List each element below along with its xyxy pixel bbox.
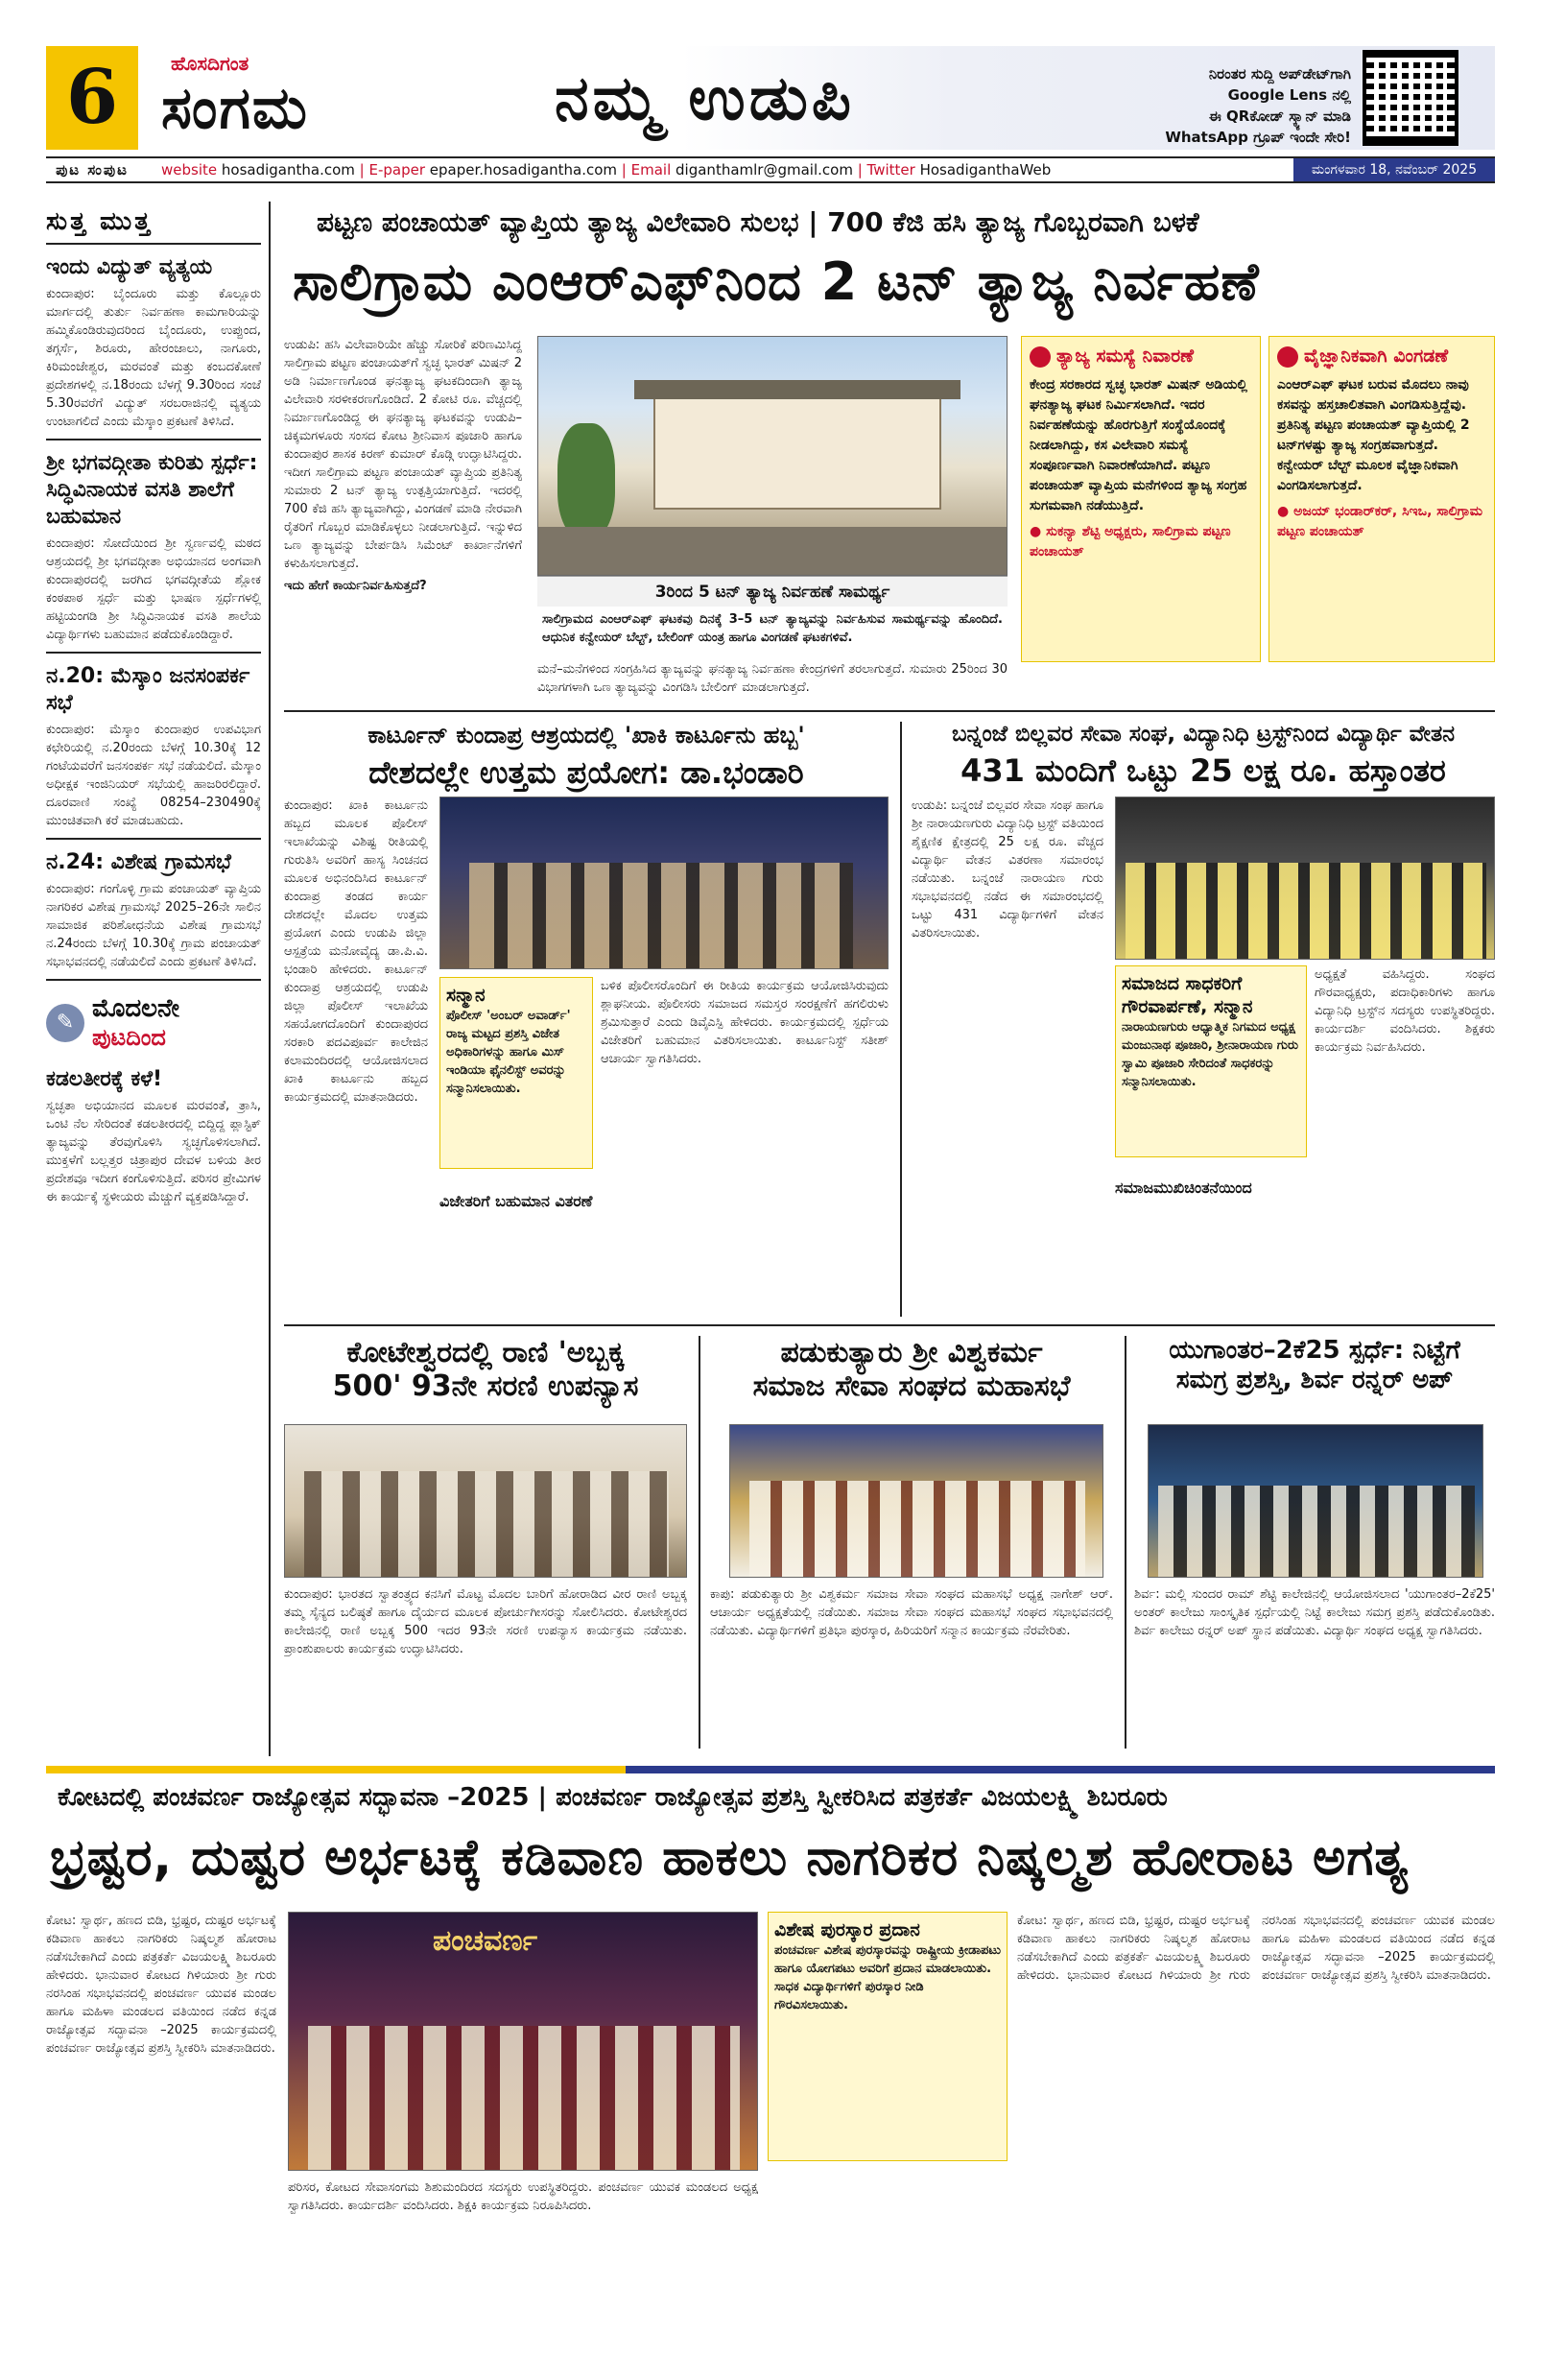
story-4-body: ಕುಂದಾಪುರ: ಭಾರತದ ಸ್ವಾತಂತ್ರ್ಯದ ಕನಸಿಗೆ ಮೊಟ್ಟ ಮೊದಲ ಬಾರಿಗೆ ಹೋರಾಡಿದ ವೀರ ರಾಣಿ ಅಬ್ಬಕ್ಕ ತಮ್ಮ ಸೈನ್ಯದ ಬಲಿಷ್ಠತೆ ಹಾಗೂ ದೈರ್ಯದ ಮೂಲಕ ಪೋರ್ಚುಗೀಸರನ್ನು ಸೋಲಿಸಿದರು. ಕೋಟೇಶ್ವರದ ಕಾಲೇಜಿನಲ್ಲಿ ರಾಣಿ ಅಬ್ಬಕ್ಕ 500 ಇದರ 93ನೇ ಸರಣಿ ಉಪನ್ಯಾಸ ಕಾರ್ಯಕ್ರಮ ನಡೆಯಿತು. ಪ್ರಾಂಶುಪಾಲರು ಕಾರ್ಯಕ್ರಮ ಉದ್ಘಾಟಿಸಿದರು. (284, 1587, 687, 1656)
brief-body: ಕುಂದಾಪುರ: ಸೋದೆಯಿಂದ ಶ್ರೀ ಸ್ವರ್ಣವಲ್ಲಿ ಮಠದ ಆಶ್ರಯದಲ್ಲಿ ಶ್ರೀ ಭಗವದ್ಗೀತಾ ಅಭಿಯಾನದ ಅಂಗವಾಗಿ ಕುಂದಾಪುರದಲ್ಲಿ ಜರಗಿದ ಭಗವದ್ಗೀತೆಯ ಶ್ಲೋಕ ಕಂಠಪಾಠ ಸ್ಪರ್ಧೆ ಮತ್ತು ಭಾಷಣ ಸ್ಪರ್ಧೆಗಳಲ್ಲಿ ಹಟ್ಟಿಯಂಗಡಿ ಶ್ರೀ ಸಿದ್ಧಿವಿನಾಯಕ ವಸತಿ ಶಾಲೆಯ ವಿದ್ಯಾರ್ಥಿಗಳು ಬಹುಮಾನ ಪಡೆದುಕೊಂಡಿದ್ದಾರೆ. (46, 536, 261, 642)
headline-line: ಸಮಗ್ರ ಪ್ರಶಸ್ತಿ, ಶಿರ್ವ ರನ್ನರ್ ಅಪ್ (1175, 1366, 1454, 1394)
story-5-headline (710, 1336, 1113, 1403)
twitter-label: Twitter (866, 161, 915, 178)
qr-note-line: ಈ QRಕೋಡ್ ಸ್ಕ್ಯಾನ್ ಮಾಡಿ (1208, 107, 1351, 125)
left-column (46, 202, 261, 1206)
section-label: ಪುಟ ಸಂಪುಟ (56, 161, 129, 178)
bottom-body-2: ಪರಿಸರ, ಕೋಟದ ಸೇವಾಸಂಗಮ ಶಿಶುಮಂದಿರದ ಸದಸ್ಯರು ಉಪಸ್ಥಿತರಿದ್ದರು. ಪಂಚವರ್ಣ ಯುವಕ ಮಂಡಲದ ಅಧ್ಯಕ್ಷ ಸ್ವಾಗತಿಸಿದರು. ಕಾರ್ಯದರ್ಶಿ ವಂದಿಸಿದರು. ಶಿಕ್ಷಕಿ ಕಾರ್ಯಕ್ರಮ ನಿರೂಪಿಸಿದರು. (288, 2180, 758, 2213)
contact-links: website hosadigantha.com | E-paper epaper.hosadigantha.com | Email diganthamlr@gmail.com | Twitter HosadiganthaWeb (161, 161, 1052, 178)
story-3-kicker: ಬನ್ನಂಜೆ ಬಿಲ್ಲವರ ಸೇವಾ ಸಂಘ, ವಿದ್ಯಾನಿಧಿ ಟ್ರಸ್ಟ್‌ನಿಂದ ವಿದ್ಯಾರ್ಥಿ ವೇತನ (951, 722, 1456, 747)
lead-headline: ಸಾಲಿಗ್ರಾಮ ಎಂಆರ್‌ಎಫ್‌ನಿಂದ 2 ಟನ್ ತ್ಯಾಜ್ಯ ನಿರ್ವಹಣೆ (293, 251, 1260, 312)
qr-code-icon[interactable] (1363, 50, 1458, 146)
qr-note (1063, 63, 1351, 148)
info-box-text: ಕೇಂದ್ರ ಸರಕಾರದ ಸ್ವಚ್ಛ ಭಾರತ್ ಮಿಷನ್ ಅಡಿಯಲ್ಲಿ ಘನತ್ಯಾಜ್ಯ ಘಟಕ ನಿರ್ಮಿಸಲಾಗಿದೆ. ಇದರ ನಿರ್ವಹಣೆಯನ್ನು ಹೊರಗುತ್ತಿಗೆ ಸಂಸ್ಥೆಯೊಂದಕ್ಕೆ ನೀಡಲಾಗಿದ್ದು, ಕಸ ವಿಲೇವಾರಿ ಸಮಸ್ಯೆ ಸಂಪೂರ್ಣವಾಗಿ ನಿವಾರಣೆಯಾಗಿದೆ. ಪಟ್ಟಣ ಪಂಚಾಯತ್ ವ್ಯಾಪ್ತಿಯ ಮನೆಗಳಿಂದ ತ್ಯಾಜ್ಯ ಸಂಗ್ರಹ ಸುಗಮವಾಗಿ ನಡೆಯುತ್ತಿದೆ. (1030, 377, 1247, 513)
edition-title: ನಮ್ಮ ಉಡುಪಿ (555, 63, 855, 134)
brand-logo: ಸಂಗಮ (161, 75, 309, 142)
info-box-title-text: ತ್ಯಾಜ್ಯ ಸಮಸ್ಯೆ ನಿವಾರಣೆ (1056, 345, 1194, 367)
road-shape (538, 527, 1007, 575)
divider (46, 652, 261, 654)
story-2-headline: ದೇಶದಲ್ಲೇ ಉತ್ತಮ ಪ್ರಯೋಗ: ಡಾ.ಭಂಡಾರಿ (368, 754, 804, 791)
story-3 (912, 722, 1495, 790)
issue-date: ಮಂಗಳವಾರ 18, ನವೆಂಬರ್ 2025 (1293, 158, 1495, 181)
story-3-photo (1115, 797, 1495, 960)
feature-label-text (92, 994, 179, 1051)
lead-body (284, 336, 522, 595)
masthead (46, 46, 1495, 150)
story-2-box (439, 977, 593, 1169)
story-3-body: ಉಡುಪಿ: ಬನ್ನಂಜೆ ಬಿಲ್ಲವರ ಸೇವಾ ಸಂಘ ಹಾಗೂ ಶ್ರೀ ನಾರಾಯಣಗುರು ವಿದ್ಯಾನಿಧಿ ಟ್ರಸ್ಟ್ ವತಿಯಿಂದ ಶೈಕ್ಷಣಿಕ ಕ್ಷೇತ್ರದಲ್ಲಿ 25 ಲಕ್ಷ ರೂ. ವೆಚ್ಚದ ವಿದ್ಯಾರ್ಥಿ ವೇತನ ವಿತರಣಾ ಸಮಾರಂಭ ನಡೆಯಿತು. ಬನ್ನಂಜೆ ನಾರಾಯಣ ಗುರು ಸಭಾಭವನದಲ್ಲಿ ನಡೆದ ಈ ಸಮಾರಂಭದಲ್ಲಿ ಒಟ್ಟು 431 ವಿದ್ಯಾರ್ಥಿಗಳಿಗೆ ವೇತನ ವಿತರಿಸಲಾಯಿತು. (912, 798, 1103, 940)
lead-body-tail: ಮನೆ–ಮನೆಗಳಿಂದ ಸಂಗ್ರಹಿಸಿದ ತ್ಯಾಜ್ಯವನ್ನು ಘನತ್ಯಾಜ್ಯ ನಿರ್ವಹಣಾ ಕೇಂದ್ರಗಳಿಗೆ ತರಲಾಗುತ್ತದೆ. ಸುಮಾರು 25ರಿಂದ 30 ವಿಭಾಗಗಳಾಗಿ ಒಣ ತ್ಯಾಜ್ಯವನ್ನು ವಿಂಗಡಿಸಿ ಬೇಲಿಂಗ್ ಮಾಡಲಾಗುತ್ತದೆ. (537, 662, 1008, 695)
info-bar (46, 156, 1495, 183)
caption-body: ಸಾಲಿಗ್ರಾಮದ ಎಂಆರ್‌ಎಫ್ ಘಟಕವು ದಿನಕ್ಕೆ 3–5 ಟನ್ ತ್ಯಾಜ್ಯವನ್ನು ನಿರ್ವಹಿಸುವ ಸಾಮರ್ಥ್ಯವನ್ನು ಹೊಂದಿದೆ. ಆಧುನಿಕ ಕನ್ವೇಯರ್ ಬೆಲ್ಟ್, ಬೇಲಿಂಗ್ ಯಂತ್ರ ಹಾಗೂ ವಿಂಗಡಣೆ ಘಟಕಗಳಿವೆ. (542, 612, 1003, 645)
info-box-title (1277, 345, 1486, 368)
bottom-box (768, 1912, 1008, 2161)
lead-photo (537, 336, 1008, 576)
headline-line: ಸಮಾಜ ಸೇವಾ ಸಂಘದ ಮಹಾಸಭೆ (752, 1369, 1071, 1403)
color-band (46, 1766, 1495, 1773)
story-3-box (1115, 965, 1307, 1157)
people-shape (308, 2026, 740, 2170)
story-2-body-2: ಬಳಿಕ ಪೊಲೀಸರೊಂದಿಗೆ ಈ ರೀತಿಯ ಕಾರ್ಯಕ್ರಮ ಆಯೋಜಿಸಿರುವುದು ಶ್ಲಾಘನೀಯ. ಪೊಲೀಸರು ಸಮಾಜದ ಸಮಸ್ತರ ಸಂರಕ್ಷಣೆಗೆ ಹಗಲಿರುಳು ಶ್ರಮಿಸುತ್ತಾರೆ ಎಂದು ಡಿವೈಎಸ್ಪಿ ಹೇಳಿದರು. ಕಾರ್ಯಕ್ರಮದಲ್ಲಿ ಸ್ಪರ್ಧೆಯ ವಿಜೇತರಿಗೆ ಬಹುಮಾನ ವಿತರಿಸಲಾಯಿತು. ಕಾರ್ಟೂನಿಸ್ಟ್ ಸತೀಶ್ ಆಚಾರ್ಯ ಸ್ವಾಗತಿಸಿದರು. (601, 979, 889, 1066)
lead-subhead: ಇದು ಹೇಗೆ ಕಾರ್ಯನಿರ್ವಹಿಸುತ್ತದೆ? (284, 579, 427, 593)
lead-kicker: ಪಟ್ಟಣ ಪಂಚಾಯತ್ ವ್ಯಾಪ್ತಿಯ ತ್ಯಾಜ್ಯ ವಿಲೇವಾರಿ ಸುಲಭ | 700 ಕೆಜಿ ಹಸಿ ತ್ಯಾಜ್ಯ ಗೊಬ್ಬರವಾಗಿ ಬಳಕೆ (317, 206, 1199, 238)
bottom-body: ಕೋಟ: ಸ್ವಾರ್ಥ, ಹಣದ ಬಿಡಿ, ಭ್ರಷ್ಟರ, ದುಷ್ಟರ ಅರ್ಭಟಕ್ಕೆ ಕಡಿವಾಣ ಹಾಕಲು ನಾಗರಿಕರು ನಿಷ್ಕಲ್ಮಶ ಹೋರಾಟ ನಡೆಸಬೇಕಾಗಿದೆ ಎಂದು ಪತ್ರಕರ್ತೆ ವಿಜಯಲಕ್ಷ್ಮಿ ಶಿಬರೂರು ಹೇಳಿದರು. ಭಾನುವಾರ ಕೋಟದ ಗಿಳಿಯಾರು ಶ್ರೀ ಗುರು ನರಸಿಂಹ ಸಭಾಭವನದಲ್ಲಿ ಪಂಚವರ್ಣ ಯುವಕ ಮಂಡಲ ಹಾಗೂ ಮಹಿಳಾ ಮಂಡಲದ ವತಿಯಿಂದ ನಡೆದ ಕನ್ನಡ ರಾಜ್ಯೋತ್ಸವ ಸದ್ಭಾವನಾ –2025 ಕಾರ್ಯಕ್ರಮದಲ್ಲಿ ಪಂಚವರ್ಣ ರಾಜ್ಯೋತ್ಸವ ಪ್ರಶಸ್ತಿ ಸ್ವೀಕರಿಸಿ ಮಾತನಾಡಿದರು. (46, 1914, 276, 2056)
story-3-headline: 431 ಮಂದಿಗೆ ಒಟ್ಟು 25 ಲಕ್ಷ ರೂ. ಹಸ್ತಾಂತರ (960, 752, 1446, 789)
epaper-link[interactable]: epaper.hosadigantha.com (429, 161, 618, 178)
feature-label-2: ಪುಟದಿಂದ (92, 1024, 166, 1051)
story-3-body-2: ಅಧ್ಯಕ್ಷತೆ ವಹಿಸಿದ್ದರು. ಸಂಘದ ಗೌರವಾಧ್ಯಕ್ಷರು, ಪದಾಧಿಕಾರಿಗಳು ಹಾಗೂ ವಿದ್ಯಾನಿಧಿ ಟ್ರಸ್ಟ್‌ನ ಸದಸ್ಯರು ಉಪಸ್ಥಿತರಿದ್ದರು. ಕಾರ್ಯದರ್ಶಿ ವಂದಿಸಿದರು. ಶಿಕ್ಷಕರು ಕಾರ್ಯಕ್ರಮ ನಿರ್ವಹಿಸಿದರು. (1315, 967, 1495, 1055)
info-box-sign: ● ಸುಕನ್ಯಾ ಶೆಟ್ಟಿ ಅಧ್ಯಕ್ಷರು, ಸಾಲಿಗ್ರಾಮ ಪಟ್ಟಣ ಪಂಚಾಯತ್ (1030, 524, 1231, 559)
info-box-title (1030, 345, 1252, 368)
lead-body-text: ಉಡುಪಿ: ಹಸಿ ವಿಲೇವಾರಿಯೇ ಹೆಚ್ಚು ಸೋರಿಕೆ ಪರಿಣಮಿಸಿದ್ದ ಸಾಲಿಗ್ರಾಮ ಪಟ್ಟಣ ಪಂಚಾಯತ್‌ಗೆ ಸ್ವಚ್ಛ ಭಾರತ್ ಮಿಷನ್ 2 ಅಡಿ ನಿರ್ಮಾಣಗೊಂಡ ಘನತ್ಯಾಜ್ಯ ಘಟಕದಿಂದಾಗಿ ತ್ಯಾಜ್ಯ ವಿಲೇವಾರಿ ಸರಳೀಕರಣಗೊಂಡಿದೆ. 2 ಕೋಟಿ ರೂ. ವೆಚ್ಚದಲ್ಲಿ ನಿರ್ಮಾಣಗೊಂಡಿದ್ದ ಈ ಘನತ್ಯಾಜ್ಯ ಘಟಕವನ್ನು ಉಡುಪಿ–ಚಿಕ್ಕಮಗಳೂರು ಸಂಸದ ಕೋಟ ಶ್ರೀನಿವಾಸ ಪೂಜಾರಿ ಹಾಗೂ ಕುಂದಾಪುರ ಶಾಸಕ ಕಿರಣ್ ಕುಮಾರ್ ಕೊಡ್ಗಿ ಉದ್ಘಾಟಿಸಿದ್ದರು. ಇದೀಗ ಸಾಲಿಗ್ರಾಮ ಪಟ್ಟಣ ಪಂಚಾಯತ್ ವ್ಯಾಪ್ತಿಯ ಪ್ರತಿನಿತ್ಯ ಸುಮಾರು 2 ಟನ್ ತ್ಯಾಜ್ಯ ಉತ್ಪತ್ತಿಯಾಗುತ್ತಿದೆ. ಇದರಲ್ಲಿ 700 ಕೆಜಿ ಹಸಿ ತ್ಯಾಜ್ಯವಾಗಿದ್ದು, ವಿಂಗಡಣೆ ಮಾಡಿ ನೇರವಾಗಿ ರೈತರಿಗೆ ಗೊಬ್ಬರ ಮಾಡಿಕೊಳ್ಳಲು ನೀಡಲಾಗುತ್ತಿದೆ. ಇನ್ನುಳಿದ ಒಣ ತ್ಯಾಜ್ಯವನ್ನು ಬೇರ್ಪಡಿಸಿ ಸಿಮೆಂಟ್ ಕಾರ್ಖಾನೆಗಳಿಗೆ ಕಳುಹಿಸಲಾಗುತ್ತದೆ. (284, 338, 522, 571)
section-divider (284, 710, 1495, 712)
column-header: ಸುತ್ತ ಮುತ್ತ (46, 202, 261, 245)
info-box-text: ಎಂಆರ್‌ಎಫ್ ಘಟಕ ಬರುವ ಮೊದಲು ನಾವು ಕಸವನ್ನು ಹಸ್ತಚಾಲಿತವಾಗಿ ವಿಂಗಡಿಸುತ್ತಿದ್ದೆವು. ಪ್ರತಿನಿತ್ಯ ಪಟ್ಟಣ ಪಂಚಾಯತ್ ವ್ಯಾಪ್ತಿಯಲ್ಲಿ 2 ಟನ್‌ಗಳಷ್ಟು ತ್ಯಾಜ್ಯ ಸಂಗ್ರಹವಾಗುತ್ತದೆ. ಕನ್ವೇಯರ್ ಬೆಲ್ಟ್ ಮೂಲಕ ವೈಜ್ಞಾನಿಕವಾಗಿ ವಿಂಗಡಿಸಲಾಗುತ್ತದೆ. (1277, 377, 1470, 493)
box-title: ಸನ್ಮಾನ (446, 985, 486, 1006)
building-shape (653, 394, 941, 510)
headline-line: ಪಡುಕುತ್ಯಾರು ಶ್ರೀ ವಿಶ್ವಕರ್ಮ (780, 1336, 1043, 1369)
column-rule (699, 1336, 700, 1749)
info-box-sign: ● ಅಜಯ್ ಭಂಡಾರ್‌ಕರ್, ಸಿಇಒ, ಸಾಲಿಗ್ರಾಮ ಪಟ್ಟಣ ಪಂಚಾಯತ್ (1277, 504, 1483, 539)
info-box-1 (1021, 336, 1261, 662)
brand-small: ಹೊಸದಿಗಂತ (171, 52, 249, 75)
divider (46, 838, 261, 840)
roof-shape (634, 380, 960, 399)
bottom-photo (288, 1912, 758, 2171)
info-box-2 (1268, 336, 1495, 662)
email-label: Email (630, 161, 672, 178)
website-label: website (161, 161, 218, 178)
section-divider (284, 1324, 1495, 1326)
story-2-kicker: ಕಾರ್ಟೂನ್ ಕುಂದಾಪ್ರ ಆಶ್ರಯದಲ್ಲಿ 'ಖಾಕಿ ಕಾರ್ಟೂನು ಹಬ್ಬ' (367, 722, 805, 749)
box-text: ಪಂಚವರ್ಣ ವಿಶೇಷ ಪುರಸ್ಕಾರವನ್ನು ರಾಷ್ಟ್ರೀಯ ಕ್ರೀಡಾಪಟು ಹಾಗೂ ಯೋಗಪಟು ಅವರಿಗೆ ಪ್ರದಾನ ಮಾಡಲಾಯಿತು. ಸಾಧಕ ವಿದ್ಯಾರ್ಥಿಗಳಿಗೆ ಪುರಸ್ಕಾರ ನೀಡಿ ಗೌರವಿಸಲಾಯಿತು. (774, 1943, 1002, 2012)
people-shape (469, 863, 853, 968)
qr-note-line: WhatsApp ಗ್ರೂಪ್ ಇಂದೇ ಸೇರಿ! (1165, 129, 1351, 146)
story-6-headline (1134, 1336, 1495, 1395)
tree-shape (557, 423, 615, 538)
people-shape (304, 1471, 669, 1577)
story-5-photo (729, 1424, 1103, 1578)
story-2 (284, 722, 889, 792)
feature-title: ಕಡಲತೀರಕ್ಕೆ ಕಳೆ! (46, 1067, 163, 1091)
headline-line: 500' 93ನೇ ಸರಣಿ ಉಪನ್ಯಾಸ (332, 1369, 639, 1403)
column-rule (269, 202, 271, 1756)
people-shape (1126, 863, 1486, 959)
headline-line: ಯುಗಾಂತರ–2ಕೆ25 ಸ್ಪರ್ಧೆ: ನಿಟ್ಟೆಗೆ (1169, 1336, 1460, 1365)
feature-label (46, 994, 261, 1051)
box-title: ಸಮಾಜದ ಸಾಧಕರಿಗೆ ಗೌರವಾರ್ಪಣೆ, ಸನ್ಮಾನ (1122, 973, 1253, 1017)
feature-label-1: ಮೊದಲನೇ (92, 994, 179, 1023)
divider (46, 979, 261, 981)
story-5-body: ಕಾಪು: ಪಡುಕುತ್ಯಾರು ಶ್ರೀ ವಿಶ್ವಕರ್ಮ ಸಮಾಜ ಸೇವಾ ಸಂಘದ ಮಹಾಸಭೆ ಅಧ್ಯಕ್ಷ ನಾಗೇಶ್ ಆರ್. ಆಚಾರ್ಯ ಅಧ್ಯಕ್ಷತೆಯಲ್ಲಿ ನಡೆಯಿತು. ಸಮಾಜ ಸೇವಾ ಸಂಘದ ಮಹಾಸಭೆ ಸಂಘದ ಸಭಾಭವನದಲ್ಲಿ ನಡೆಯಿತು. ವಿದ್ಯಾರ್ಥಿಗಳಿಗೆ ಪ್ರತಿಭಾ ಪುರಸ್ಕಾರ, ಹಿರಿಯರಿಗೆ ಸನ್ಮಾನ ಕಾರ್ಯಕ್ರಮ ನೆರವೇರಿತು. (710, 1587, 1113, 1638)
email-link[interactable]: diganthamlr@gmail.com (676, 161, 853, 178)
brief-title: ಇಂದು ವಿದ್ಯುತ್ ವ್ಯತ್ಯಯ (46, 255, 213, 279)
twitter-link[interactable]: HosadiganthaWeb (919, 161, 1052, 178)
divider (46, 439, 261, 440)
brief-body: ಕುಂದಾಪುರ: ಗಂಗೊಳ್ಳಿ ಗ್ರಾಮ ಪಂಚಾಯತ್ ವ್ಯಾಪ್ತಿಯ ನಾಗರಿಕರ ವಿಶೇಷ ಗ್ರಾಮಸಭೆ 2025–26ನೇ ಸಾಲಿನ ಸಾಮಾಜಿಕ ಪರಿಶೋಧನೆಯ ವಿಶೇಷ ಗ್ರಾಮಸಭೆ ನ.24ರಂದು ಬೆಳಗ್ಗೆ 10.30ಕ್ಕೆ ಗ್ರಾಮ ಪಂಚಾಯತ್ ಸಭಾಭವನದಲ್ಲಿ ನಡೆಯಲಿದೆ ಎಂದು ಪ್ರಕಟಣೆ ತಿಳಿಸಿದೆ. (46, 882, 261, 969)
brief-body: ಕುಂದಾಪುರ: ಮೆಸ್ಕಾಂ ಕುಂದಾಪುರ ಉಪವಿಭಾಗ ಕಛೇರಿಯಲ್ಲಿ ನ.20ರಂದು ಬೆಳಗ್ಗೆ 10.30ಕ್ಕೆ 12 ಗಂಟೆಯವರೆಗೆ ಜನಸಂಪರ್ಕ ಸಭೆ ನಡೆಯಲಿದೆ. ಮೆಸ್ಕಾಂ ಅಧೀಕ್ಷಕ ಇಂಜಿನಿಯರ್ ಸಭೆಯಲ್ಲಿ ಹಾಜರಿರಲಿದ್ದಾರೆ. ದೂರವಾಣಿ ಸಂಖ್ಯೆ 08254–230490ಕ್ಕೆ ಮುಂಚಿತವಾಗಿ ಕರೆ ಮಾಡಬಹುದು. (46, 723, 261, 828)
column-rule (1125, 1336, 1126, 1749)
box-title: ವಿಶೇಷ ಪುರಸ್ಕಾರ ಪ್ರದಾನ (774, 1919, 920, 1940)
box-text: ಪೊಲೀಸ್ 'ಅಂಬರ್ ಅವಾರ್ಡ್' ರಾಜ್ಯ ಮಟ್ಟದ ಪ್ರಶಸ್ತಿ ವಿಜೇತ ಅಧಿಕಾರಿಗಳನ್ನು ಹಾಗೂ ಮಿಸ್ ಇಂಡಿಯಾ ಫೈನಲಿಸ್ಟ್ ಅವರನ್ನು ಸನ್ಮಾನಿಸಲಾಯಿತು. (446, 1009, 571, 1096)
website-link[interactable]: hosadigantha.com (221, 161, 355, 178)
bottom-body-3: ಕೋಟ: ಸ್ವಾರ್ಥ, ಹಣದ ಬಿಡಿ, ಭ್ರಷ್ಟರ, ದುಷ್ಟರ ಅರ್ಭಟಕ್ಕೆ ಕಡಿವಾಣ ಹಾಕಲು ನಾಗರಿಕರು ನಿಷ್ಕಲ್ಮಶ ಹೋರಾಟ ನಡೆಸಬೇಕಾಗಿದೆ ಎಂದು ಪತ್ರಕರ್ತೆ ವಿಜಯಲಕ್ಷ್ಮಿ ಶಿಬರೂರು ಹೇಳಿದರು. ಭಾನುವಾರ ಕೋಟದ ಗಿಳಿಯಾರು ಶ್ರೀ ಗುರು ನರಸಿಂಹ ಸಭಾಭವನದಲ್ಲಿ ಪಂಚವರ್ಣ ಯುವಕ ಮಂಡಲ ಹಾಗೂ ಮಹಿಳಾ ಮಂಡಲದ ವತಿಯಿಂದ ನಡೆದ ಕನ್ನಡ ರಾಜ್ಯೋತ್ಸವ ಸದ್ಭಾವನಾ –2025 ಕಾರ್ಯಕ್ರಮದಲ್ಲಿ ಪಂಚವರ್ಣ ರಾಜ್ಯೋತ್ಸವ ಪ್ರಶಸ್ತಿ ಸ್ವೀಕರಿಸಿ ಮಾತನಾಡಿದರು. (1017, 1914, 1495, 1983)
people-shape (749, 1481, 1085, 1577)
circle-icon (1277, 346, 1298, 368)
bottom-kicker: ಕೋಟದಲ್ಲಿ ಪಂಚವರ್ಣ ರಾಜ್ಯೋತ್ಸವ ಸದ್ಭಾವನಾ –2025 | ಪಂಚವರ್ಣ ರಾಜ್ಯೋತ್ಸವ ಪ್ರಶಸ್ತಿ ಸ್ವೀಕರಿಸಿದ ಪತ್ರಕರ್ತೆ ವಿಜಯಲಕ್ಷ್ಮಿ ಶಿಬರೂರು (58, 1783, 1168, 1812)
story-4-headline (284, 1336, 687, 1403)
lead-photo-caption: 3ರಿಂದ 5 ಟನ್ ತ್ಯಾಜ್ಯ ನಿರ್ವಹಣೆ ಸಾಮರ್ಥ್ಯ (537, 576, 1008, 607)
epaper-label: E-paper (368, 161, 426, 178)
info-box-title-text: ವೈಜ್ಞಾನಿಕವಾಗಿ ವಿಂಗಡಣೆ (1304, 345, 1449, 367)
pencil-icon: ✎ (46, 1004, 84, 1042)
stage-banner-text: ಪಂಚವರ್ಣ (433, 1924, 538, 1958)
bottom-headline: ಭ್ರಷ್ಟರ, ದುಷ್ಟರ ಅರ್ಭಟಕ್ಕೆ ಕಡಿವಾಣ ಹಾಕಲು ನಾಗರಿಕರ ನಿಷ್ಕಲ್ಮಶ ಹೋರಾಟ ಅಗತ್ಯ (50, 1829, 1410, 1887)
story-6-photo (1148, 1424, 1483, 1578)
qr-note-line: Google Lens ನಲ್ಲಿ (1227, 86, 1351, 104)
brief-body: ಕುಂದಾಪುರ: ಬೈಂದೂರು ಮತ್ತು ಕೊಲ್ಲೂರು ಮಾರ್ಗದಲ್ಲಿ ತುರ್ತು ನಿರ್ವಹಣಾ ಕಾಮಗಾರಿಯನ್ನು ಹಮ್ಮಿಕೊಂಡಿರುವುದರಿಂದ ಬೈಂದೂರು, ಉಪ್ಪುಂದ, ತಗ್ಗರ್ಸೆ, ಶಿರೂರು, ಹೇರಂಜಾಲು, ನಾಗೂರು, ಕಿರಿಮಂಜೇಶ್ವರ, ಮರವಂತೆ ಮತ್ತು ಕಂಬದಕೋಣೆ ಪ್ರದೇಶಗಳಲ್ಲಿ ನ.18ರಂದು ಬೆಳಗ್ಗೆ 9.30ರಿಂದ ಸಂಜೆ 5.30ರವರೆಗೆ ವಿದ್ಯುತ್ ಸರಬರಾಜಿನಲ್ಲಿ ವ್ಯತ್ಯಯ ಉಂಟಾಗಲಿದೆ ಎಂದು ಮೆಸ್ಕಾಂ ಪ್ರಕಟಣೆ ತಿಳಿಸಿದೆ. (46, 287, 261, 429)
story-2-box-2-title: ವಿಜೇತರಿಗೆ ಬಹುಮಾನ ವಿತರಣೆ (439, 1192, 593, 1210)
story-6-body: ಶಿರ್ವ: ಮಲ್ಲಿ ಸುಂದರ ರಾಮ್ ಶೆಟ್ಟಿ ಕಾಲೇಜಿನಲ್ಲಿ ಆಯೋಜಿಸಲಾದ 'ಯುಗಾಂತರ–2ಕೆ25' ಅಂತರ್ ಕಾಲೇಜು ಸಾಂಸ್ಕೃತಿಕ ಸ್ಪರ್ಧೆಯಲ್ಲಿ ನಿಟ್ಟೆ ಕಾಲೇಜು ಸಮಗ್ರ ಪ್ರಶಸ್ತಿ ಪಡೆದುಕೊಂಡಿತು. ಶಿರ್ವ ಕಾಲೇಜು ರನ್ನರ್ ಅಪ್ ಸ್ಥಾನ ಪಡೆಯಿತು. ವಿದ್ಯಾರ್ಥಿ ಸಂಘದ ಅಧ್ಯಕ್ಷ ಸ್ವಾಗತಿಸಿದರು. (1134, 1587, 1495, 1638)
brief-title: ಶ್ರೀ ಭಗವದ್ಗೀತಾ ಕುರಿತು ಸ್ಪರ್ಧೆ: ಸಿದ್ಧಿವಿನಾಯಕ ವಸತಿ ಶಾಲೆಗೆ ಬಹುಮಾನ (46, 451, 258, 529)
brief-title: ನ.24: ವಿಶೇಷ ಗ್ರಾಮಸಭೆ (46, 850, 231, 874)
people-shape (1158, 1486, 1475, 1577)
story-2-body: ಕುಂದಾಪುರ: ಖಾಕಿ ಕಾರ್ಟೂನು ಹಬ್ಬದ ಮೂಲಕ ಪೊಲೀಸ್ ಇಲಾಖೆಯನ್ನು ವಿಶಿಷ್ಟ ರೀತಿಯಲ್ಲಿ ಗುರುತಿಸಿ ಅವರಿಗೆ ಹಾಸ್ಯ ಸಿಂಚನದ ಮೂಲಕ ಅಭಿನಂದಿಸಿದ ಕಾರ್ಟೂನ್ ಕುಂದಾಪ್ರ ತಂಡದ ಕಾರ್ಯ ದೇಶದಲ್ಲೇ ಮೊದಲ ಉತ್ತಮ ಪ್ರಯೋಗ ಎಂದು ಉಡುಪಿ ಜಿಲ್ಲಾ ಆಸ್ಪತ್ರೆಯ ಮನೋವೈದ್ಯ ಡಾ.ಪಿ.ವಿ. ಭಂಡಾರಿ ಹೇಳಿದರು. ಕಾರ್ಟೂನ್ ಕುಂದಾಪ್ರ ಆಶ್ರಯದಲ್ಲಿ ಉಡುಪಿ ಜಿಲ್ಲಾ ಪೊಲೀಸ್ ಇಲಾಖೆಯ ಸಹಯೋಗದೊಂದಿಗೆ ಕುಂದಾಪುರದ ಸರಕಾರಿ ಪದವಿಪೂರ್ವ ಕಾಲೇಜಿನ ಕಲಾಮಂದಿರದಲ್ಲಿ ಆಯೋಜಿಸಲಾದ ಖಾಕಿ ಕಾರ್ಟೂನು ಹಬ್ಬದ ಕಾರ್ಯಕ್ರಮದಲ್ಲಿ ಮಾತನಾಡಿದರು. (284, 798, 428, 1105)
story-4-photo (284, 1424, 687, 1578)
story-3-box-2-title: ಸಮಾಜಮುಖಿಚಿಂತನೆಯಿಂದ (1115, 1178, 1252, 1197)
page-number: 6 (46, 46, 138, 150)
brief-title: ನ.20: ಮೆಸ್ಕಾಂ ಜನಸಂಪರ್ಕ ಸಭೆ (46, 664, 250, 715)
qr-note-line: ನಿರಂತರ ಸುದ್ದಿ ಅಪ್‌ಡೇಟ್‌ಗಾಗಿ (1208, 65, 1351, 83)
headline-line: ಕೋಟೇಶ್ವರದಲ್ಲಿ ರಾಣಿ 'ಅಬ್ಬಕ್ಕ (346, 1336, 625, 1369)
column-rule (900, 722, 902, 1317)
circle-icon (1030, 346, 1051, 368)
box-text: ನಾರಾಯಣಗುರು ಆಧ್ಯಾತ್ಮಿಕ ನಿಗಮದ ಅಧ್ಯಕ್ಷ ಮಂಜುನಾಥ ಪೂಜಾರಿ, ಶ್ರೀನಾರಾಯಣ ಗುರು ಸ್ವಾಮಿ ಪೂಜಾರಿ ಸೇರಿದಂತೆ ಸಾಧಕರನ್ನು ಸನ್ಮಾನಿಸಲಾಯಿತು. (1122, 1020, 1298, 1089)
feature-body: ಸ್ವಚ್ಛತಾ ಅಭಿಯಾನದ ಮೂಲಕ ಮರವಂತೆ, ತ್ರಾಸಿ, ಒಂಟಿ ನೆಲ ಸೇರಿದಂತೆ ಕಡಲತೀರದಲ್ಲಿ ಬಿದ್ದಿದ್ದ ಪ್ಲಾಸ್ಟಿಕ್ ತ್ಯಾಜ್ಯವನ್ನು ತೆರವುಗೊಳಿಸಿ ಸ್ವಚ್ಛಗೊಳಿಸಲಾಗಿದೆ. ಮುಕ್ತಳೆಗೆ ಬಲ್ಲತ್ತರ ಚಿತ್ರಾಪುರ ದೇವಳ ಬಳಿಯ ತೀರ ಪ್ರದೇಶವೂ ಇದೀಗ ಕಂಗೊಳಿಸುತ್ತಿದೆ. ಪರಿಸರ ಪ್ರೇಮಿಗಳ ಈ ಕಾರ್ಯಕ್ಕೆ ಸ್ಥಳೀಯರು ಮೆಚ್ಚುಗೆ ವ್ಯಕ್ತಪಡಿಸಿದ್ದಾರೆ. (46, 1099, 261, 1204)
story-2-photo (439, 797, 889, 969)
